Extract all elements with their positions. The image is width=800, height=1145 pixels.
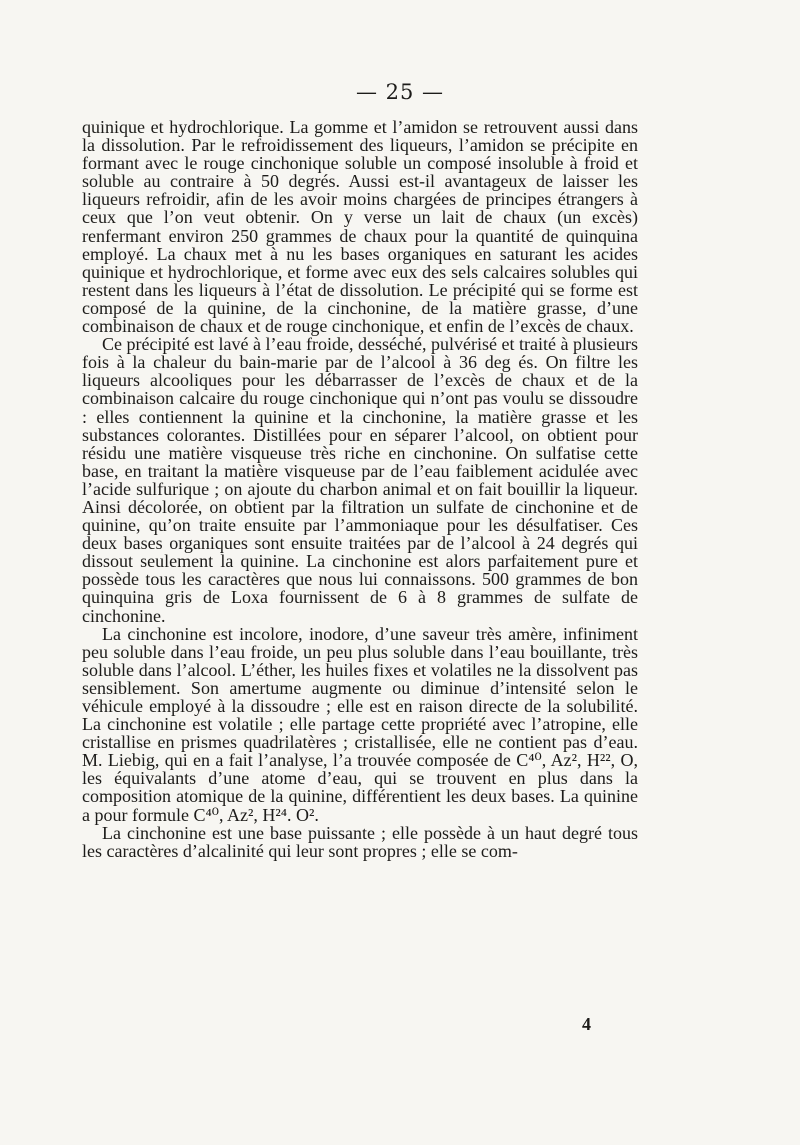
body-text xyxy=(82,118,638,860)
paragraph-1: quinique et hydrochlorique. La gomme et l’amidon se retrouvent aussi dans la dissolution. Par le refroidissement des liqueurs, l’amidon se précipite en formant avec le rouge cinchonique soluble un composé insoluble à froid et soluble au contraire à 50 degrés. Aussi est-il avantageux de laisser les liqueurs refroidir, afin de les avoir moins chargées de principes étrangers à ceux que l’on veut obtenir. On y verse un lait de chaux (un excès) renfermant environ 250 grammes de chaux pour la quantité de quinquina employé. La chaux met à nu les bases organiques en saturant les acides quinique et hydrochlorique, et forme avec eux des sels calcaires solubles qui restent dans les liqueurs à l’état de dissolution. Le précipité qui se forme est composé de la quinine, de la cinchonine, de la matière grasse, d’une combinaison de chaux et de rouge cinchonique, et enfin de l’excès de chaux. xyxy=(82,117,638,337)
signature-mark: 4 xyxy=(582,1014,591,1034)
paragraph-4: La cinchonine est une base puissante ; elle possède à un haut degré tous les caractères d’alcalinité qui leur sont propres ; elle se com- xyxy=(82,822,638,861)
paragraph-3: La cinchonine est incolore, inodore, d’une saveur très amère, infiniment peu soluble dans l’eau froide, un peu plus soluble dans l’eau bouillante, très soluble dans l’alcool. L’éther, les huiles fixes et volatiles ne la dissolvent pas sensiblement. Son amertume augmente ou diminue d’intensité selon le véhicule employé à la dissoudre ; elle est en raison directe de la solubilité. La cinchonine est volatile ; elle partage cette propriété avec l’atropine, elle cristallise en prismes quadrilatères ; cristallisée, elle ne contient pas d’eau. M. Liebig, qui en a fait l’analyse, l’a trouvée composée de C⁴⁰, Az², H²², O, les équivalants d’une atome d’eau, qui se trouvent en plus dans la composition atomique de la quinine, différentient les deux bases. La quinine a pour formule C⁴⁰, Az², H²⁴. O². xyxy=(82,623,638,825)
paragraph-2: Ce précipité est lavé à l’eau froide, desséché, pulvérisé et traité à plusieurs fois à la chaleur du bain-marie par de l’alcool à 36 deg és. On filtre les liqueurs alcooliques pour les débarrasser de l’excès de chaux et de la combinaison calcaire du rouge cinchonique qui n’ont pas voulu se dissoudre : elles contiennent la quinine et la cinchonine, la matière grasse et les substances colorantes. Distillées pour en séparer l’alcool, on obtient pour résidu une matière visqueuse très riche en cinchonine. On sulfatise cette base, en traitant la matière visqueuse par de l’eau faiblement acidulée avec l’acide sulfurique ; on ajoute du charbon animal et on fait bouillir la liqueur. Ainsi décolorée, on obtient par la filtration un sulfate de cinchonine et de quinine, qu’on traite ensuite par l’ammoniaque pour les désulfatiser. Ces deux bases organiques sont ensuite traitées par de l’alcool à 24 degrés qui dissout seulement la quinine. La cinchonine est alors parfaitement pure et possède tous les caractères que nous lui connaissons. 500 grammes de bon quinquina gris de Loxa fournissent de 6 à 8 grammes de sulfate de cinchonine. xyxy=(82,334,638,626)
page-number-header: — 25 — xyxy=(355,80,445,104)
